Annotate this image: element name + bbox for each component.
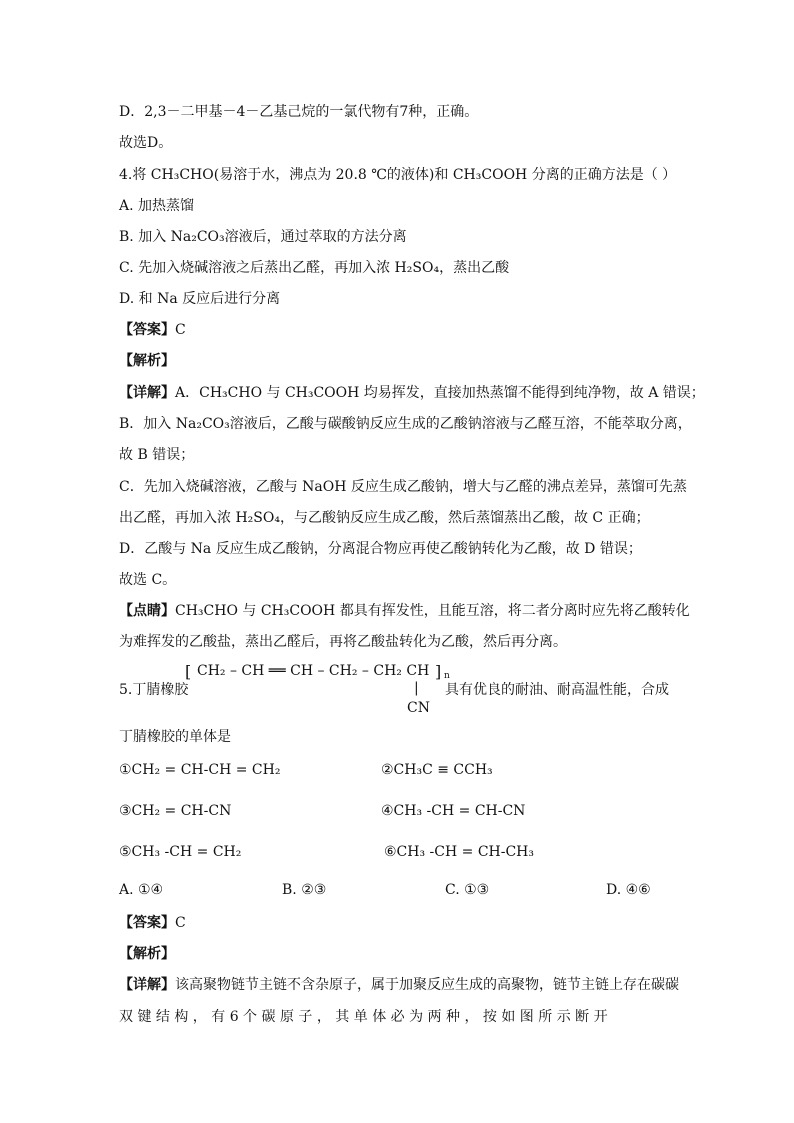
monomer-3: ③CH₂ = CH-CN <box>119 803 232 819</box>
q4-detail-a <box>119 383 705 403</box>
q4-key-point-1 <box>119 601 690 621</box>
polymer-bracket-open: [ <box>185 662 192 681</box>
q4-option-d: D. 和 Na 反应后进行分离 <box>119 291 281 307</box>
answer-value: C <box>175 915 186 931</box>
question-5-stem-end: 丁腈橡胶的单体是 <box>119 729 231 745</box>
polymer-bracket-close: ] <box>435 662 442 681</box>
polymer-bond: | <box>414 680 419 696</box>
q4-detail-b1: B．加入 Na₂CO₃溶液后，乙酸与碳酸钠反应生成的乙酸钠溶液与乙醛互溶，不能萃取分离， <box>119 416 692 432</box>
q5-analysis-label: 【解析】 <box>119 946 175 962</box>
detail-text: 该高聚物链节主链不含杂原子，属于加聚反应生成的高聚物，链节主链上存在碳碳 <box>175 977 679 993</box>
monomer-5: ⑤CH₃ -CH = CH₂ <box>119 844 242 860</box>
q5-detail-1 <box>119 975 679 995</box>
answer-label: 【答案】 <box>119 322 175 338</box>
q5-option-b: B. ②③ <box>282 882 327 898</box>
monomer-4: ④CH₃ -CH = CH-CN <box>381 803 526 819</box>
polymer-subscript-n: n <box>444 671 450 681</box>
q5-option-c: C. ①③ <box>445 882 490 898</box>
q4-key-point-2: 为难挥发的乙酸盐，蒸出乙醛后，再将乙酸盐转化为乙酸，然后再分离。 <box>119 634 567 650</box>
q5-option-d: D. ④⑥ <box>606 882 651 898</box>
key-point-text: CH₃CHO 与 CH₃COOH 都具有挥发性，且能互溶，将二者分离时应先将乙酸转化 <box>175 603 690 619</box>
answer-label: 【答案】 <box>119 915 175 931</box>
detail-label: 【详解】 <box>119 977 175 993</box>
polymer-structure <box>185 660 475 720</box>
q4-detail-b2: 故 B 错误； <box>119 447 195 463</box>
detail-text: A．CH₃CHO 与 CH₃COOH 均易挥发，直接加热蒸馏不能得到纯净物，故 A 错误； <box>175 385 705 401</box>
question-5-stem: 5.丁腈橡胶 <box>119 682 189 698</box>
q4-answer <box>119 320 186 340</box>
answer-value: C <box>175 322 186 338</box>
q4-option-b: B. 加入 Na₂CO₃溶液后，通过萃取的方法分离 <box>119 229 407 245</box>
q4-analysis-label: 【解析】 <box>119 353 175 369</box>
q4-detail-choose: 故选 C。 <box>119 572 177 588</box>
polymer-cn-group: CN <box>407 700 430 716</box>
polymer-chain: CH₂ – CH ══ CH – CH₂ – CH₂ CH <box>197 663 430 679</box>
line-choose-d: 故选D。 <box>119 135 173 151</box>
q5-detail-2: 双 键 结 构 ， 有 6 个 碳 原 子 ， 其 单 体 必 为 两 种 ， 按 如 图 所 示 断 开 <box>119 1009 608 1025</box>
monomer-6: ⑥CH₃ -CH = CH-CH₃ <box>384 844 535 860</box>
q5-answer <box>119 913 186 933</box>
q5-option-a: A. ①④ <box>119 882 164 898</box>
key-point-label: 【点睛】 <box>119 603 175 619</box>
question-4: 4.将 CH₃CHO(易溶于水，沸点为 20.8 ℃的液体)和 CH₃COOH 分离的正确方法是（ ） <box>119 167 677 183</box>
q4-detail-d: D．乙酸与 Na 反应生成乙酸钠，分离混合物应再使乙酸钠转化为乙酸，故 D 错误； <box>119 541 642 557</box>
q4-detail-c2: 出乙醛，再加入浓 H₂SO₄，与乙酸钠反应生成乙酸，然后蒸馏蒸出乙酸，故 C 正确； <box>119 510 650 526</box>
monomer-1: ①CH₂ = CH-CH = CH₂ <box>119 762 281 778</box>
q4-option-c: C. 先加入烧碱溶液之后蒸出乙醛，再加入浓 H₂SO₄，蒸出乙酸 <box>119 260 510 276</box>
question-5-stem-post: 具有优良的耐油、耐高温性能，合成 <box>445 682 669 698</box>
line-d-correct: D．2,3－二甲基－4－乙基己烷的一氯代物有7种，正确。 <box>119 104 479 120</box>
q4-option-a: A. 加热蒸馏 <box>119 198 195 214</box>
monomer-2: ②CH₃C ≡ CCH₃ <box>381 762 493 778</box>
detail-label: 【详解】 <box>119 385 175 401</box>
q4-detail-c1: C．先加入烧碱溶液，乙酸与 NaOH 反应生成乙酸钠，增大与乙醛的沸点差异，蒸馏可先蒸 <box>119 479 687 495</box>
